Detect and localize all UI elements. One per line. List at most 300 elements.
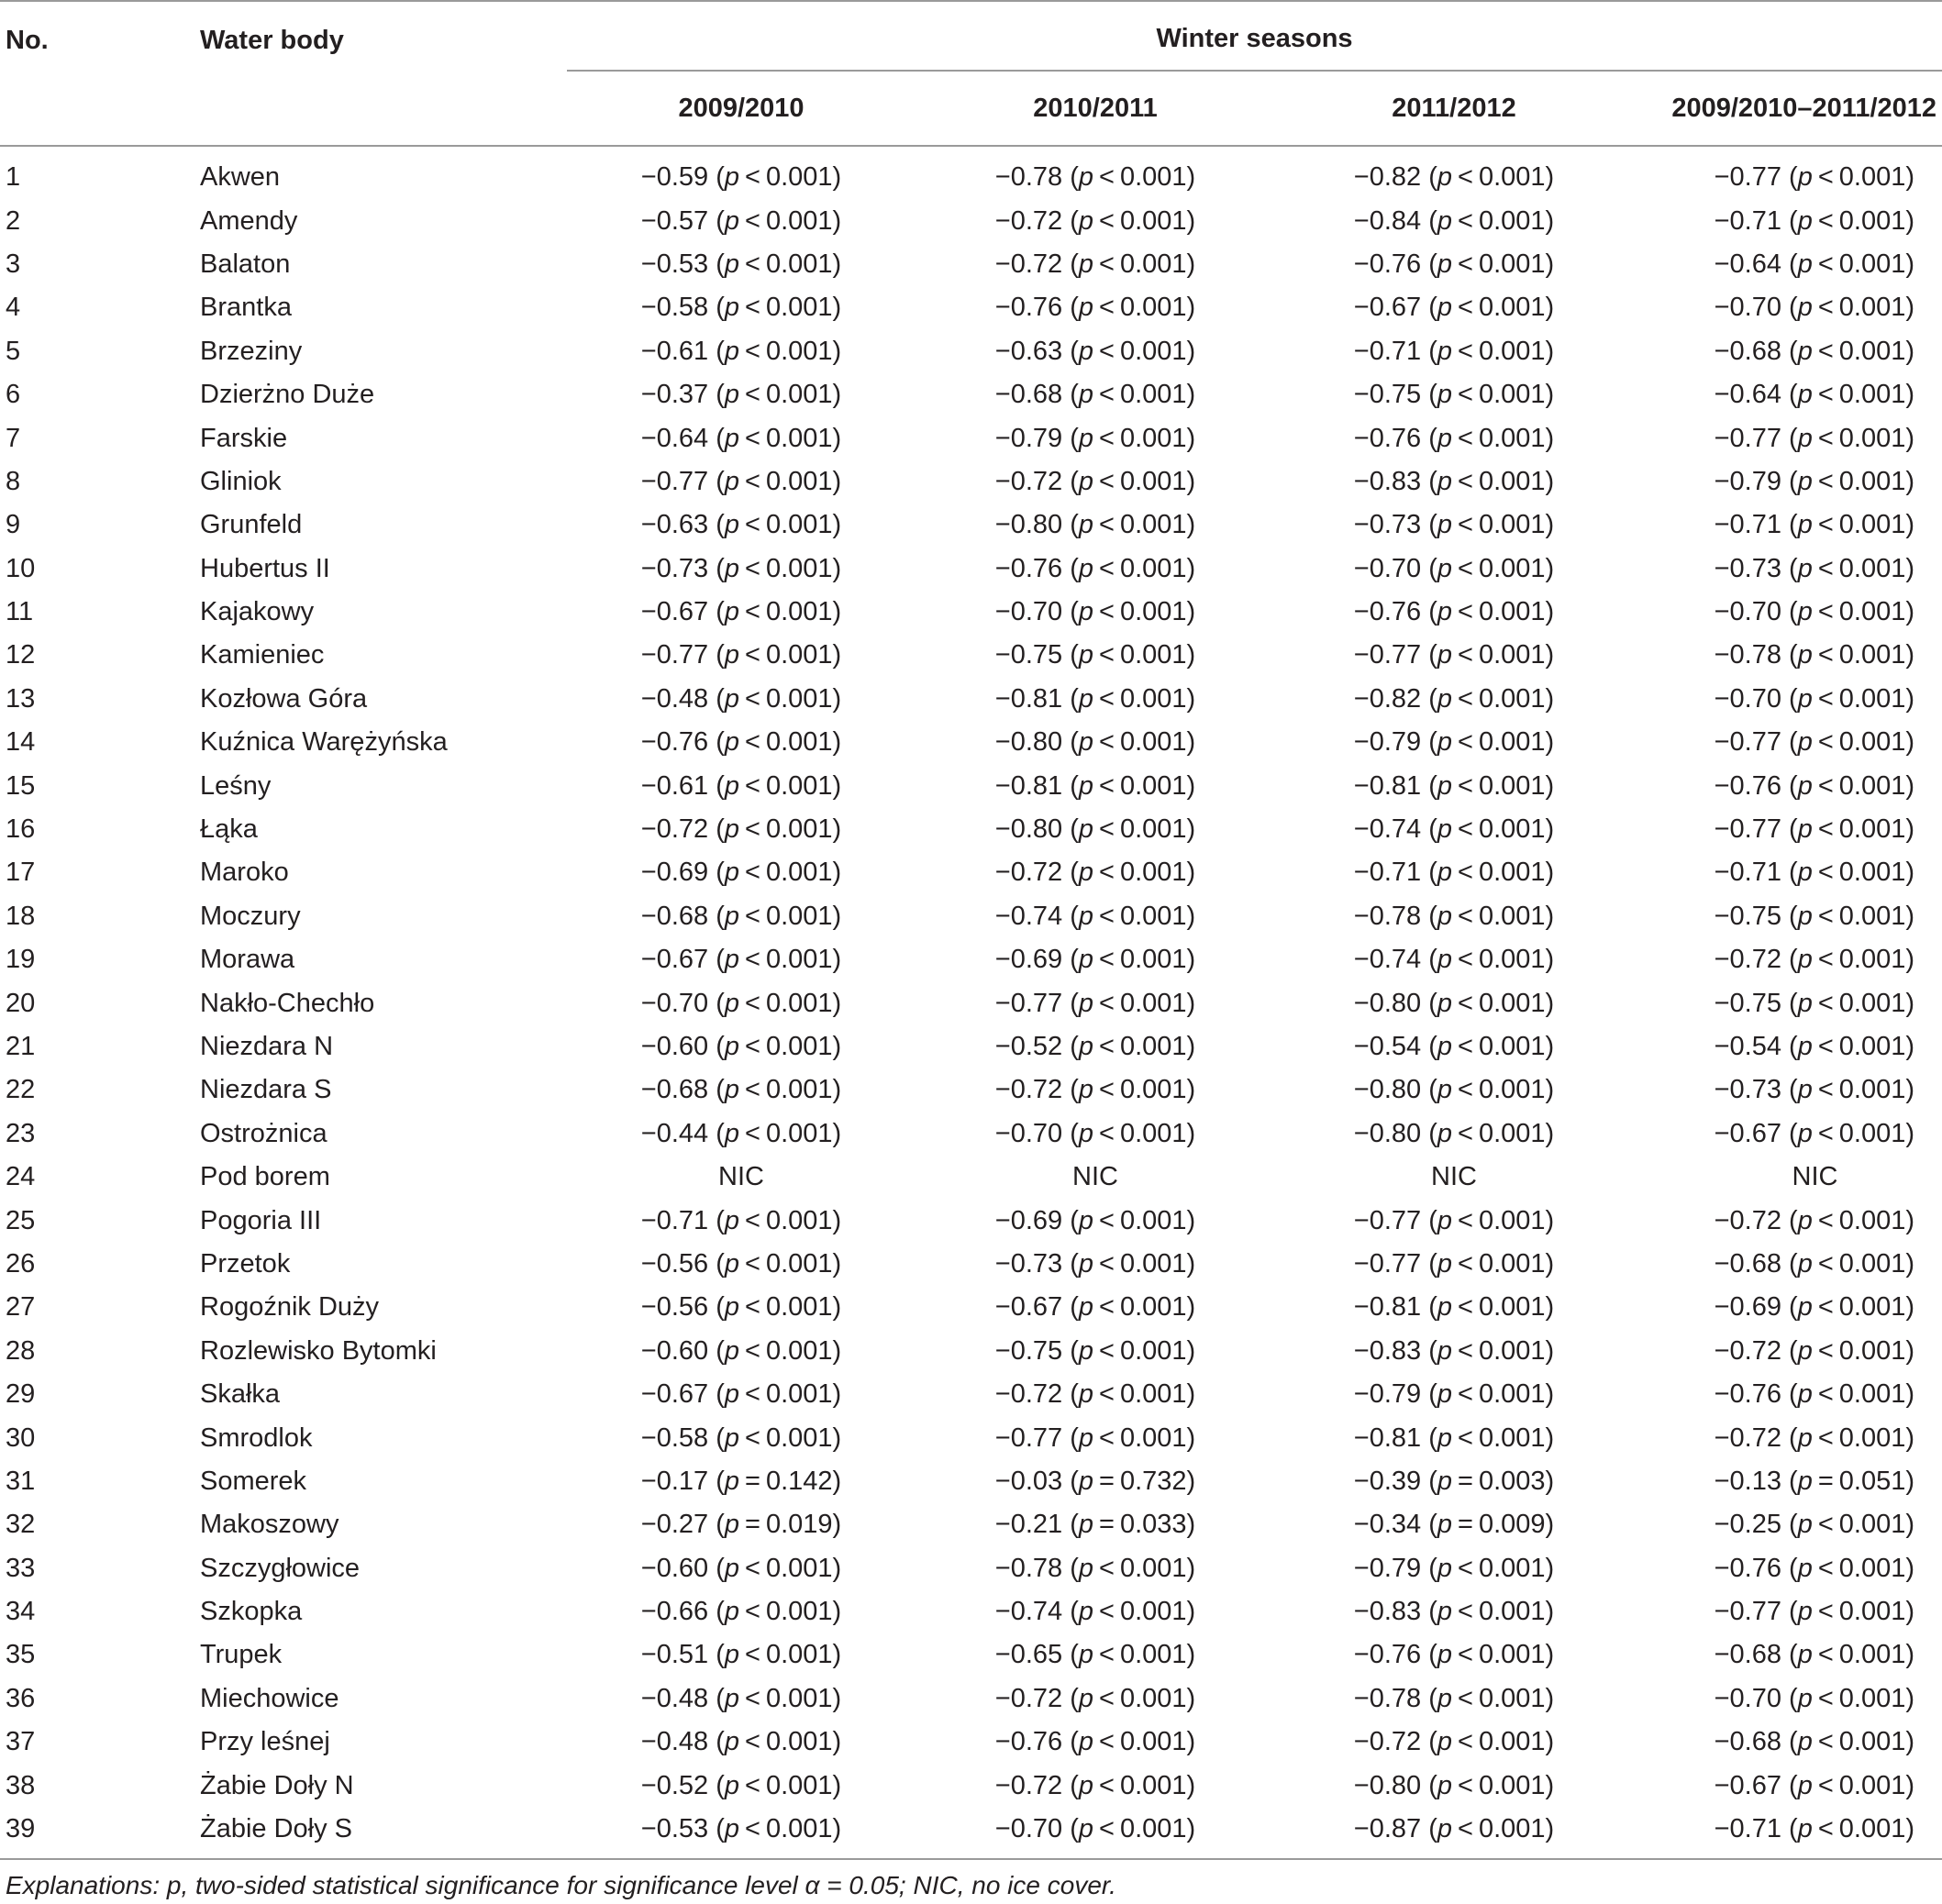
r-value: −0.81 (1353, 1292, 1422, 1323)
correlation-cell (567, 895, 916, 938)
table-row (0, 1503, 1942, 1546)
p-symbol: p (724, 1727, 740, 1757)
r-value: −0.56 (640, 1248, 709, 1279)
correlation-value: −0.70 (p < 0.001) (994, 597, 1196, 627)
p-symbol: p (1437, 205, 1453, 236)
correlation-value: −0.76 (p < 0.001) (1353, 1640, 1555, 1670)
p-value: 0.001 (1478, 1032, 1546, 1061)
row-number: 25 (6, 1205, 36, 1235)
p-relation: < (745, 1379, 760, 1410)
p-symbol: p (1078, 597, 1094, 627)
correlation-cell (1275, 1503, 1633, 1546)
correlation-value: −0.70 (p < 0.001) (1714, 293, 1915, 323)
p-relation: < (1817, 1292, 1834, 1323)
p-value: 0.001 (1838, 1770, 1906, 1800)
p-relation: < (1099, 466, 1115, 496)
r-value: −0.71 (1714, 205, 1781, 236)
correlation-cell (916, 591, 1275, 634)
p-symbol: p (1797, 1379, 1813, 1410)
r-value: −0.70 (994, 597, 1063, 627)
water-body-name: Kozłowa Góra (200, 683, 368, 714)
p-symbol: p (1437, 336, 1453, 366)
p-symbol: p (724, 553, 740, 583)
r-value: −0.53 (640, 1814, 709, 1844)
r-value: −0.72 (1714, 945, 1781, 975)
correlation-value: −0.80 (p < 0.001) (1353, 1075, 1555, 1105)
correlation-value: −0.78 (p < 0.001) (1353, 1683, 1555, 1713)
p-symbol: p (1797, 1248, 1813, 1279)
p-value: 0.001 (1838, 1683, 1906, 1713)
p-value: 0.001 (1838, 466, 1906, 496)
p-value: 0.001 (765, 1422, 833, 1453)
p-value: 0.001 (1119, 1379, 1187, 1410)
p-value: 0.001 (1838, 510, 1906, 540)
p-value: 0.001 (1119, 1118, 1187, 1148)
p-symbol: p (1078, 1510, 1094, 1540)
p-value: 0.001 (1478, 249, 1546, 279)
p-symbol: p (1078, 901, 1094, 931)
p-relation: < (1458, 249, 1473, 279)
p-value: 0.001 (765, 1118, 833, 1148)
r-value: −0.67 (1714, 1118, 1781, 1148)
r-value: −0.56 (640, 1292, 709, 1323)
r-value: −0.69 (640, 858, 709, 888)
correlation-value: −0.37 (p < 0.001) (640, 380, 842, 410)
correlation-value: −0.68 (p < 0.001) (640, 1075, 842, 1105)
correlation-value: −0.58 (p < 0.001) (640, 1422, 842, 1453)
correlation-cell (916, 1721, 1275, 1764)
p-value: 0.001 (1478, 640, 1546, 670)
correlation-value: −0.54 (p < 0.001) (1353, 1032, 1555, 1061)
correlation-cell (567, 460, 916, 504)
r-value: −0.74 (1353, 814, 1422, 845)
correlation-cell (567, 504, 916, 547)
p-symbol: p (1797, 683, 1813, 714)
p-relation: < (1817, 162, 1834, 193)
table-row (0, 1808, 1942, 1858)
correlation-value: −0.48 (p < 0.001) (640, 1727, 842, 1757)
p-symbol: p (724, 423, 740, 453)
p-value: 0.001 (765, 553, 833, 583)
correlation-value: −0.70 (p < 0.001) (1714, 1683, 1915, 1713)
p-symbol: p (724, 1292, 740, 1323)
p-relation: < (745, 988, 760, 1018)
correlation-cell (567, 678, 916, 721)
r-value: −0.72 (994, 249, 1063, 279)
correlation-cell (567, 1243, 916, 1286)
p-symbol: p (1437, 945, 1453, 975)
p-symbol: p (1437, 1292, 1453, 1323)
p-symbol: p (724, 1510, 740, 1540)
correlation-cell (1633, 1025, 1942, 1068)
correlation-value: −0.76 (p < 0.001) (1353, 597, 1555, 627)
p-value: 0.001 (1838, 162, 1906, 193)
p-relation: = (1099, 1466, 1115, 1496)
correlation-cell (567, 808, 916, 851)
p-symbol: p (724, 1335, 740, 1366)
r-value: −0.69 (994, 1205, 1063, 1235)
correlation-value: −0.74 (p < 0.001) (1353, 945, 1555, 975)
correlation-value: −0.79 (p < 0.001) (1353, 727, 1555, 758)
r-value: −0.71 (1714, 510, 1781, 540)
p-value: 0.001 (1119, 1032, 1187, 1061)
row-number: 31 (6, 1466, 36, 1496)
r-value: −0.79 (1353, 727, 1422, 758)
bottom-rule (0, 1858, 1942, 1860)
p-symbol: p (1797, 466, 1813, 496)
p-relation: < (1817, 597, 1834, 627)
correlation-value: −0.77 (p < 0.001) (1353, 640, 1555, 670)
correlation-cell (1633, 460, 1942, 504)
p-symbol: p (1437, 510, 1453, 540)
r-value: −0.48 (640, 1683, 709, 1713)
table-row (0, 416, 1942, 459)
correlation-value: −0.77 (p < 0.001) (640, 466, 842, 496)
p-symbol: p (1437, 553, 1453, 583)
header-season-1: 2009/2010 (678, 93, 805, 123)
r-value: −0.73 (640, 553, 709, 583)
p-symbol: p (724, 727, 740, 758)
correlation-cell (567, 286, 916, 329)
p-symbol: p (724, 1248, 740, 1279)
r-value: −0.76 (994, 553, 1063, 583)
p-value: 0.009 (1478, 1510, 1546, 1540)
correlation-cell (1275, 1243, 1633, 1286)
correlation-value: −0.75 (p < 0.001) (1353, 380, 1555, 410)
correlation-cell (1633, 764, 1942, 807)
p-relation: < (1817, 1335, 1834, 1366)
p-value: 0.001 (1119, 858, 1187, 888)
p-value: 0.001 (1838, 1814, 1906, 1844)
r-value: −0.58 (640, 293, 709, 323)
p-symbol: p (1797, 1814, 1813, 1844)
correlation-value: −0.79 (p < 0.001) (1353, 1553, 1555, 1583)
water-body-name: Kamieniec (200, 640, 325, 670)
p-value: 0.001 (1119, 466, 1187, 496)
r-value: −0.34 (1353, 1510, 1422, 1540)
p-relation: = (1458, 1510, 1473, 1540)
p-symbol: p (724, 249, 740, 279)
correlation-value: −0.84 (p < 0.001) (1353, 205, 1555, 236)
p-value: 0.001 (765, 336, 833, 366)
correlation-cell (916, 1156, 1275, 1199)
p-value: 0.001 (1478, 553, 1546, 583)
p-relation: < (1099, 683, 1115, 714)
correlation-value: −0.13 (p = 0.051) (1714, 1466, 1915, 1496)
r-value: −0.48 (640, 1727, 709, 1757)
table-footnote: Explanations: p, two-sided statistical significance for significance level α = 0.05; NIC, no ice cover. (6, 1871, 1116, 1899)
correlation-value: −0.72 (p < 0.001) (994, 249, 1196, 279)
correlation-value: −0.73 (p < 0.001) (640, 553, 842, 583)
p-value: 0.001 (1838, 380, 1906, 410)
correlation-value: −0.83 (p < 0.001) (1353, 1335, 1555, 1366)
table-body (0, 146, 1942, 1858)
correlation-cell (1275, 416, 1633, 459)
p-relation: < (1817, 1422, 1834, 1453)
correlation-cell (916, 1808, 1275, 1858)
correlation-value: −0.76 (p < 0.001) (640, 727, 842, 758)
p-relation: < (1458, 162, 1473, 193)
p-value: 0.001 (1838, 640, 1906, 670)
correlation-value: −0.54 (p < 0.001) (1714, 1032, 1915, 1061)
p-relation: < (1817, 901, 1834, 931)
correlation-value: −0.68 (p < 0.001) (1714, 336, 1915, 366)
p-relation: < (1458, 1335, 1473, 1366)
correlation-cell (1275, 721, 1633, 764)
r-value: −0.81 (994, 683, 1063, 714)
p-value: 0.001 (1478, 945, 1546, 975)
p-relation: < (1817, 1683, 1834, 1713)
p-relation: < (1817, 727, 1834, 758)
p-symbol: p (724, 162, 740, 193)
water-body-name: Maroko (200, 858, 289, 888)
table-row (0, 1721, 1942, 1764)
p-relation: < (1458, 466, 1473, 496)
r-value: −0.80 (1353, 1770, 1422, 1800)
r-value: −0.79 (1353, 1379, 1422, 1410)
r-value: −0.67 (1714, 1770, 1781, 1800)
correlation-value: −0.66 (p < 0.001) (640, 1597, 842, 1627)
correlation-value: −0.53 (p < 0.001) (640, 249, 842, 279)
p-symbol: p (1437, 1335, 1453, 1366)
r-value: −0.51 (640, 1640, 709, 1670)
p-value: 0.001 (1119, 293, 1187, 323)
correlation-value: −0.77 (p < 0.001) (1714, 814, 1915, 845)
p-symbol: p (724, 1553, 740, 1583)
correlation-value: −0.67 (p < 0.001) (1714, 1770, 1915, 1800)
water-body-name: Akwen (200, 162, 281, 193)
r-value: −0.74 (994, 901, 1063, 931)
row-number: 7 (6, 423, 21, 453)
r-value: −0.76 (1714, 1379, 1781, 1410)
r-value: −0.75 (1714, 988, 1781, 1018)
p-value: 0.001 (1119, 1727, 1187, 1757)
p-symbol: p (1797, 510, 1813, 540)
correlation-value: −0.72 (p < 0.001) (994, 205, 1196, 236)
p-relation: < (1099, 1422, 1115, 1453)
p-relation: < (745, 1292, 760, 1323)
p-value: 0.001 (1478, 1335, 1546, 1366)
p-relation: < (1099, 1770, 1115, 1800)
table-row (0, 199, 1942, 242)
p-symbol: p (724, 1118, 740, 1148)
correlation-value: −0.87 (p < 0.001) (1353, 1814, 1555, 1844)
p-relation: < (745, 1032, 760, 1061)
nic-label: NIC (1792, 1162, 1838, 1192)
row-number: 20 (6, 988, 36, 1018)
r-value: −0.73 (994, 1248, 1063, 1279)
r-value: −0.68 (640, 901, 709, 931)
correlation-value: −0.56 (p < 0.001) (640, 1292, 842, 1323)
water-body-name: Grunfeld (200, 510, 303, 540)
correlation-cell (1633, 416, 1942, 459)
correlation-value: −0.79 (p < 0.001) (1714, 466, 1915, 496)
p-symbol: p (1797, 1335, 1813, 1366)
correlation-value: −0.78 (p < 0.001) (994, 1553, 1196, 1583)
correlation-value: −0.25 (p < 0.001) (1714, 1510, 1915, 1540)
water-body-name: Dzierżno Duże (200, 380, 375, 410)
correlation-cell (567, 1199, 916, 1242)
water-body-name: Nakło-Chechło (200, 988, 375, 1018)
r-value: −0.75 (994, 1335, 1063, 1366)
p-relation: < (745, 1727, 760, 1757)
correlation-value: −0.68 (p < 0.001) (1714, 1640, 1915, 1670)
p-symbol: p (1797, 988, 1813, 1018)
p-relation: < (1458, 1640, 1473, 1670)
table-row (0, 1199, 1942, 1242)
correlation-cell (916, 1590, 1275, 1633)
p-symbol: p (1078, 1335, 1094, 1366)
correlation-value: −0.81 (p < 0.001) (994, 770, 1196, 801)
r-value: −0.72 (994, 1379, 1063, 1410)
row-number: 36 (6, 1683, 36, 1713)
p-symbol: p (1797, 727, 1813, 758)
r-value: −0.76 (1353, 423, 1422, 453)
r-value: −0.79 (1353, 1553, 1422, 1583)
p-symbol: p (1078, 553, 1094, 583)
p-symbol: p (724, 1640, 740, 1670)
correlation-value: −0.71 (p < 0.001) (1353, 336, 1555, 366)
row-number: 1 (6, 162, 21, 193)
p-symbol: p (724, 988, 740, 1018)
correlation-cell (916, 938, 1275, 981)
p-relation: < (745, 640, 760, 670)
p-symbol: p (1078, 380, 1094, 410)
r-value: −0.70 (1714, 1683, 1781, 1713)
p-value: 0.001 (1119, 380, 1187, 410)
water-body-name: Leśny (200, 770, 272, 801)
p-relation: < (1099, 1814, 1115, 1844)
p-value: 0.001 (1478, 683, 1546, 714)
r-value: −0.71 (1353, 858, 1422, 888)
p-symbol: p (1437, 727, 1453, 758)
row-number: 32 (6, 1510, 36, 1540)
p-value: 0.001 (1838, 1118, 1906, 1148)
table-row (0, 634, 1942, 677)
p-relation: < (1458, 336, 1473, 366)
p-value: 0.001 (1119, 1553, 1187, 1583)
p-value: 0.001 (1478, 466, 1546, 496)
correlation-value: −0.60 (p < 0.001) (640, 1032, 842, 1061)
p-symbol: p (1797, 1510, 1813, 1540)
r-value: −0.78 (994, 162, 1063, 193)
table-row (0, 504, 1942, 547)
correlation-value: −0.81 (p < 0.001) (1353, 1422, 1555, 1453)
p-value: 0.001 (1478, 1597, 1546, 1627)
r-value: −0.80 (1353, 1118, 1422, 1148)
correlation-cell (1275, 591, 1633, 634)
correlation-value: −0.73 (p < 0.001) (994, 1248, 1196, 1279)
p-value: 0.001 (1119, 814, 1187, 845)
p-symbol: p (1437, 1553, 1453, 1583)
correlation-value: −0.80 (p < 0.001) (1353, 1118, 1555, 1148)
r-value: −0.68 (1714, 1248, 1781, 1279)
correlation-cell (567, 591, 916, 634)
correlation-cell (1275, 1764, 1633, 1807)
r-value: −0.21 (994, 1510, 1063, 1540)
table-row (0, 1373, 1942, 1416)
table-row (0, 460, 1942, 504)
r-value: −0.73 (1714, 1075, 1781, 1105)
p-value: 0.001 (1119, 1335, 1187, 1366)
correlation-cell (1633, 1503, 1942, 1546)
r-value: −0.68 (1714, 336, 1781, 366)
table-row (0, 808, 1942, 851)
r-value: −0.67 (640, 597, 709, 627)
correlation-value: −0.64 (p < 0.001) (1714, 380, 1915, 410)
p-relation: < (1817, 466, 1834, 496)
correlation-value: −0.80 (p < 0.001) (1353, 1770, 1555, 1800)
correlation-cell (1633, 373, 1942, 416)
p-symbol: p (1797, 1292, 1813, 1323)
p-relation: < (745, 1075, 760, 1105)
correlation-value: −0.72 (p < 0.001) (994, 1379, 1196, 1410)
p-relation: = (1817, 1466, 1834, 1496)
correlation-value: −0.56 (p < 0.001) (640, 1248, 842, 1279)
p-relation: < (1817, 1118, 1834, 1148)
p-relation: < (1099, 1597, 1115, 1627)
r-value: −0.78 (1353, 1683, 1422, 1713)
water-body-name: Pod borem (200, 1162, 330, 1192)
p-value: 0.001 (1478, 901, 1546, 931)
correlation-value: −0.72 (p < 0.001) (994, 1075, 1196, 1105)
r-value: −0.64 (1714, 380, 1781, 410)
correlation-value: −0.69 (p < 0.001) (1714, 1292, 1915, 1323)
p-value: 0.001 (765, 814, 833, 845)
p-value: 0.001 (765, 858, 833, 888)
p-relation: < (745, 249, 760, 279)
r-value: −0.76 (994, 1727, 1063, 1757)
p-value: 0.001 (1119, 1422, 1187, 1453)
p-value: 0.001 (1119, 988, 1187, 1018)
p-symbol: p (1797, 945, 1813, 975)
p-relation: < (1817, 640, 1834, 670)
p-value: 0.001 (1838, 553, 1906, 583)
correlation-cell (567, 416, 916, 459)
row-number: 19 (6, 945, 36, 975)
correlation-value: −0.77 (p < 0.001) (1714, 1597, 1915, 1627)
p-relation: < (745, 1248, 760, 1279)
p-symbol: p (724, 1597, 740, 1627)
r-value: −0.60 (640, 1553, 709, 1583)
table-row (0, 1416, 1942, 1459)
p-value: 0.001 (1478, 1770, 1546, 1800)
p-value: 0.001 (1838, 1292, 1906, 1323)
table-row (0, 146, 1942, 199)
correlation-value: −0.48 (p < 0.001) (640, 1683, 842, 1713)
r-value: −0.54 (1353, 1032, 1422, 1061)
p-symbol: p (1797, 1205, 1813, 1235)
correlation-cell (1633, 1156, 1942, 1199)
row-number: 22 (6, 1075, 36, 1105)
r-value: −0.75 (1353, 380, 1422, 410)
water-body-name: Rozlewisko Bytomki (200, 1335, 437, 1366)
correlation-cell (916, 460, 1275, 504)
p-relation: < (1458, 1379, 1473, 1410)
p-relation: = (1099, 1510, 1115, 1540)
r-value: −0.81 (1353, 1422, 1422, 1453)
row-number: 12 (6, 640, 36, 670)
p-relation: < (1099, 249, 1115, 279)
correlation-cell (916, 373, 1275, 416)
p-symbol: p (1437, 683, 1453, 714)
table-row (0, 1243, 1942, 1286)
p-relation: < (1099, 423, 1115, 453)
correlation-value: −0.70 (p < 0.001) (640, 988, 842, 1018)
p-relation: < (745, 1683, 760, 1713)
p-value: 0.001 (1119, 1292, 1187, 1323)
p-relation: = (745, 1466, 760, 1496)
